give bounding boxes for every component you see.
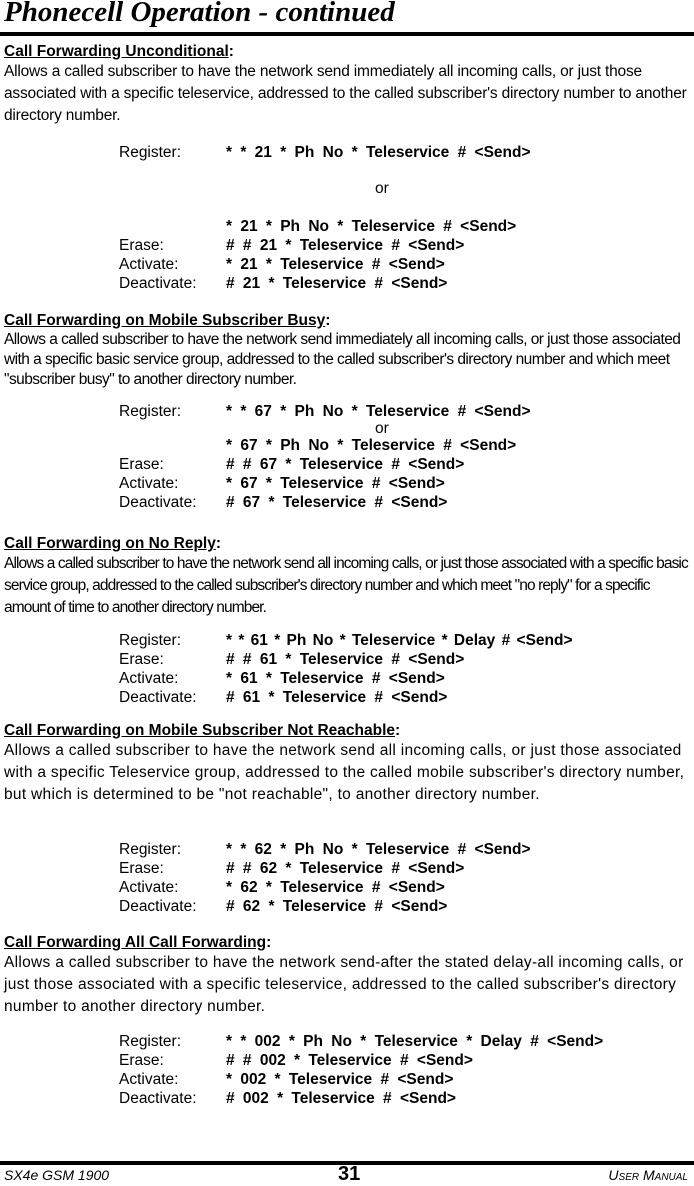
code-row-register [119, 402, 691, 421]
code-value: * * 002 * Ph No * Teleservice * Delay # <Send> [226, 1033, 604, 1050]
code-label: Register: [119, 403, 182, 420]
section-heading [4, 534, 692, 553]
section-description: Allows a called subscriber to have the network send immediately all incoming calls, or just those associated with a specific teleservice, addressed to the called subscriber's directory number to another directory number. [4, 63, 687, 124]
heading-colon: : [266, 934, 272, 951]
code-list-all-call-forwarding [119, 1032, 691, 1108]
heading-text: Call Forwarding on Mobile Subscriber Busy [4, 312, 326, 329]
code-row-erase [119, 236, 691, 255]
code-row-activate [119, 669, 691, 688]
footer-manual: User Manual [608, 1167, 688, 1183]
code-row-register [119, 1032, 691, 1051]
or-separator: or [375, 180, 389, 197]
code-label: Activate: [119, 879, 179, 896]
code-value: # # 002 * Teleservice # <Send> [226, 1052, 473, 1069]
code-label: Activate: [119, 1071, 179, 1088]
section-all-call-forwarding [4, 933, 692, 1018]
section-not-reachable [4, 721, 692, 806]
section-heading [4, 933, 692, 952]
heading-text: Call Forwarding on No Reply [4, 535, 216, 552]
code-value: * 002 * Teleservice # <Send> [226, 1071, 454, 1088]
code-label: Erase: [119, 456, 164, 473]
or-separator: or [375, 420, 389, 437]
code-value: # # 61 * Teleservice # <Send> [226, 651, 465, 668]
page-title: Phonecell Operation - continued [4, 0, 395, 28]
code-row-register [119, 631, 691, 650]
section-description: Allows a called subscriber to have the network send immediately all incoming calls, or just those associated with a specific basic service group, addressed to the called subscriber's directory number and which meet "subscriber busy" to another directory number. [4, 331, 681, 388]
code-label: Deactivate: [119, 494, 197, 511]
code-value: # 61 * Teleservice # <Send> [226, 689, 448, 706]
code-value: * 67 * Ph No * Teleservice # <Send> [226, 437, 517, 454]
section-no-reply [4, 534, 692, 619]
code-label: Erase: [119, 860, 164, 877]
code-label: Activate: [119, 256, 179, 273]
code-value: * * 67 * Ph No * Teleservice # <Send> [226, 403, 531, 420]
code-value: # # 21 * Teleservice # <Send> [226, 237, 465, 254]
code-value: * 62 * Teleservice # <Send> [226, 879, 445, 896]
heading-colon: : [395, 722, 401, 739]
code-row-erase [119, 650, 691, 669]
code-list-busy [119, 402, 691, 512]
code-row-register-alt [119, 217, 691, 236]
code-row-deactivate [119, 897, 691, 916]
section-unconditional [4, 42, 692, 127]
code-list-not-reachable [119, 840, 691, 916]
code-row-activate [119, 1070, 691, 1089]
section-busy [4, 311, 692, 390]
section-heading [4, 42, 692, 61]
code-list-unconditional [119, 143, 691, 293]
code-value: * 21 * Teleservice # <Send> [226, 256, 445, 273]
code-value: # # 62 * Teleservice # <Send> [226, 860, 465, 877]
code-label: Activate: [119, 475, 179, 492]
heading-colon: : [228, 43, 234, 60]
code-label: Register: [119, 1033, 182, 1050]
code-row-deactivate [119, 493, 691, 512]
heading-text: Call Forwarding on Mobile Subscriber Not Reachable [4, 722, 396, 739]
heading-text: Call Forwarding Unconditional [4, 43, 229, 60]
code-row-register-alt [119, 436, 691, 455]
footer-model: SX4e GSM 1900 [4, 1167, 110, 1183]
code-row-register [119, 840, 691, 859]
heading-colon: : [325, 312, 331, 329]
code-row-activate [119, 878, 691, 897]
code-label: Activate: [119, 670, 179, 687]
code-row-deactivate [119, 274, 691, 293]
code-label: Deactivate: [119, 898, 197, 915]
code-label: Deactivate: [119, 275, 197, 292]
code-row-deactivate [119, 1089, 691, 1108]
code-label: Deactivate: [119, 689, 197, 706]
section-description: Allows a called subscriber to have the network send all incoming calls, or just those associated with a specific Teleservice group, addressed to the called mobile subscriber's directory number, but which is determined to be "not reachable", to another directory number. [4, 742, 685, 803]
code-row-erase [119, 859, 691, 878]
code-value: # 21 * Teleservice # <Send> [226, 275, 448, 292]
section-heading [4, 721, 692, 740]
code-row-deactivate [119, 688, 691, 707]
code-label: Register: [119, 632, 182, 649]
code-value: * 61 * Teleservice # <Send> [226, 670, 445, 687]
section-description: Allows a called subscriber to have the network send all incoming calls, or just those associated with a specific basic service group, addressed to the called subscriber's directory number and which meet "no reply" for a specific amount of time to another directory number. [4, 555, 688, 616]
code-row-erase [119, 455, 691, 474]
code-value: * 21 * Ph No * Teleservice # <Send> [226, 218, 517, 235]
code-label: Register: [119, 841, 182, 858]
section-description: Allows a called subscriber to have the network send-after the stated delay-all incoming calls, or just those associated with a specific teleservice, addressed to the called subscriber's directory number to another directory number. [4, 954, 684, 1015]
title-divider [0, 32, 694, 36]
code-row-activate [119, 255, 691, 274]
code-value: # 62 * Teleservice # <Send> [226, 898, 448, 915]
code-row-register [119, 143, 691, 162]
code-value: * * 21 * Ph No * Teleservice # <Send> [226, 144, 531, 161]
code-label: Deactivate: [119, 1090, 197, 1107]
code-label: Erase: [119, 651, 164, 668]
page-number: 31 [338, 1163, 361, 1185]
heading-colon: : [215, 535, 222, 552]
code-label: Erase: [119, 1052, 164, 1069]
code-value: # 002 * Teleservice # <Send> [226, 1090, 456, 1107]
code-row-erase [119, 1051, 691, 1070]
code-label: Erase: [119, 237, 164, 254]
code-value: * * 62 * Ph No * Teleservice # <Send> [226, 841, 531, 858]
code-list-no-reply [119, 631, 691, 707]
code-value: * 67 * Teleservice # <Send> [226, 475, 445, 492]
code-value: * * 61 * Ph No * Teleservice * Delay # <Send> [226, 632, 573, 649]
code-value: # # 67 * Teleservice # <Send> [226, 456, 465, 473]
code-label: Register: [119, 144, 182, 161]
section-heading [4, 311, 692, 330]
heading-text: Call Forwarding All Call Forwarding [4, 934, 267, 951]
code-row-activate [119, 474, 691, 493]
code-value: # 67 * Teleservice # <Send> [226, 494, 448, 511]
